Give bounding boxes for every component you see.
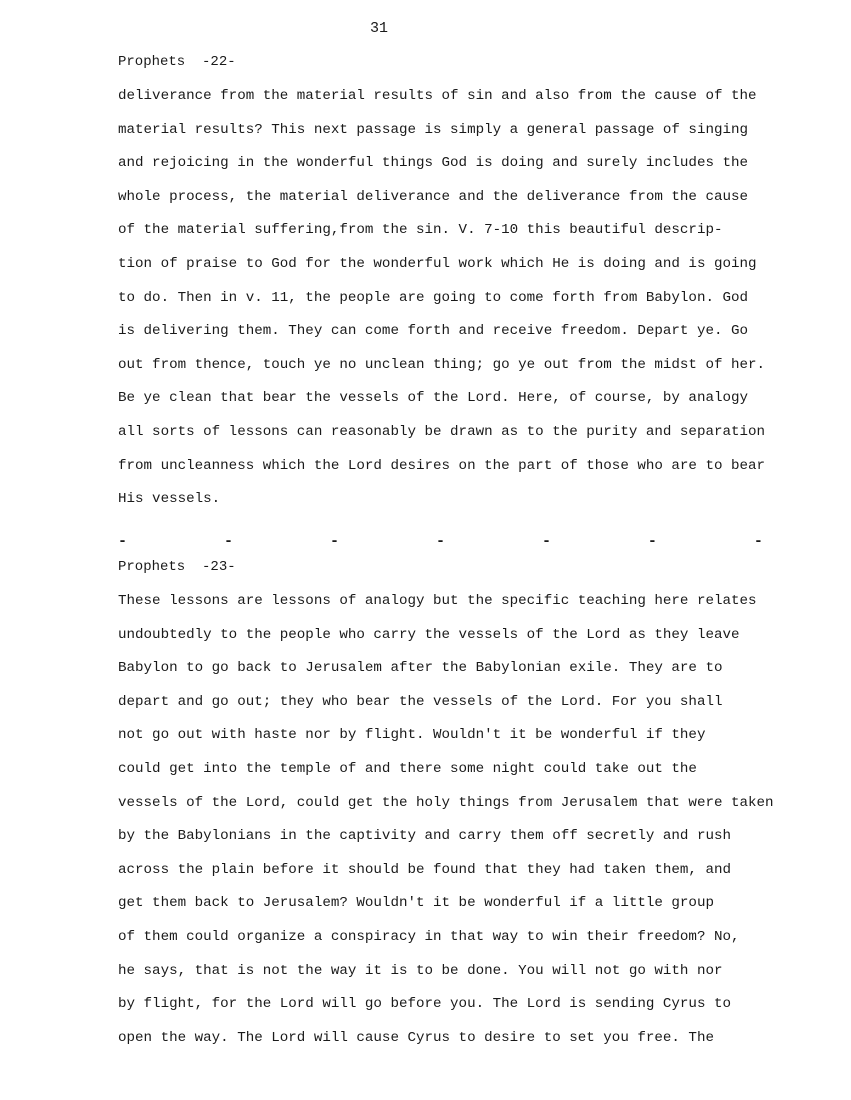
text-line: across the plain before it should be found that they had taken them, and	[118, 861, 731, 878]
text-line: to do. Then in v. 11, the people are going to come forth from Babylon. God	[118, 289, 749, 306]
text-line: by the Babylonians in the captivity and carry them off secretly and rush	[118, 828, 731, 845]
text-line: whole process, the material deliverance and the deliverance from the cause	[118, 188, 749, 205]
section-header-prophets-22: Prophets -22-	[118, 54, 236, 70]
text-block-section-22	[118, 86, 798, 523]
text-line: depart and go out; they who bear the vessels of the Lord. For you shall	[118, 693, 723, 710]
text-line: from uncleanness which the Lord desires on the part of those who are to bear	[118, 457, 766, 474]
separator-dash: -	[223, 533, 233, 550]
text-line: out from thence, touch ye no unclean thing; go ye out from the midst of her.	[118, 356, 766, 373]
text-line: all sorts of lessons can reasonably be drawn as to the purity and separation	[118, 423, 766, 440]
separator-dash: -	[753, 533, 763, 550]
text-line: Be ye clean that bear the vessels of the Lord. Here, of course, by analogy	[118, 390, 749, 407]
separator-dash: -	[329, 533, 339, 550]
text-line: tion of praise to God for the wonderful work which He is doing and is going	[118, 255, 757, 272]
text-line: material results? This next passage is simply a general passage of singing	[118, 121, 749, 138]
text-line: of the material suffering,from the sin. V. 7-10 this beautiful descrip-	[118, 222, 723, 239]
text-line: Babylon to go back to Jerusalem after the Babylonian exile. They are to	[118, 660, 723, 677]
text-line: is delivering them. They can come forth and receive freedom. Depart ye. Go	[118, 323, 749, 340]
page-number: 31	[370, 20, 389, 37]
text-line: by flight, for the Lord will go before you. The Lord is sending Cyrus to	[118, 996, 731, 1013]
text-line: could get into the temple of and there some night could take out the	[118, 760, 697, 777]
separator-dash: -	[118, 533, 128, 550]
separator-dash: -	[541, 533, 551, 550]
text-line: deliverance from the material results of sin and also from the cause of the	[118, 88, 757, 104]
section-header-prophets-23: Prophets -23-	[118, 559, 236, 575]
text-line: These lessons are lessons of analogy but the specific teaching here relates	[118, 593, 757, 609]
section-separator	[118, 533, 763, 550]
text-line: undoubtedly to the people who carry the vessels of the Lord as they leave	[118, 626, 740, 643]
text-line: vessels of the Lord, could get the holy things from Jerusalem that were taken	[118, 794, 774, 811]
text-line: he says, that is not the way it is to be done. You will not go with nor	[118, 962, 723, 979]
text-line: and rejoicing in the wonderful things God is doing and surely includes the	[118, 155, 749, 172]
text-line: not go out with haste nor by flight. Wouldn't it be wonderful if they	[118, 727, 706, 744]
text-block-section-23	[118, 591, 798, 1061]
text-line: His vessels.	[118, 491, 221, 508]
separator-dash: -	[647, 533, 657, 550]
text-line: open the way. The Lord will cause Cyrus to desire to set you free. The	[118, 1029, 714, 1046]
separator-dash: -	[435, 533, 445, 550]
text-line: of them could organize a conspiracy in that way to win their freedom? No,	[118, 928, 740, 945]
text-line: get them back to Jerusalem? Wouldn't it be wonderful if a little group	[118, 895, 714, 912]
